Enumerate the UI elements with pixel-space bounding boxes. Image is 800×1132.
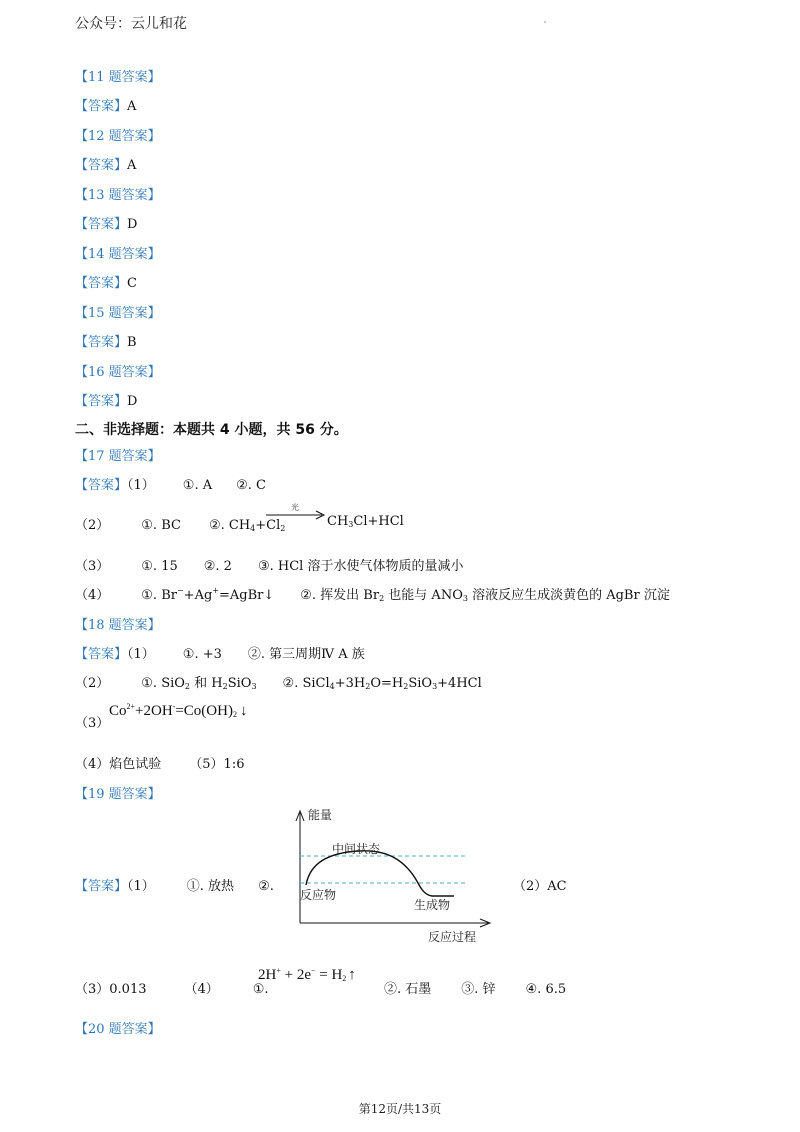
part-num: （3） <box>75 559 110 574</box>
energy-diagram <box>288 805 498 947</box>
answer-value: A <box>127 99 137 114</box>
q15-label: 【15 题答案】 <box>75 306 161 321</box>
q12-label: 【12 题答案】 <box>75 129 161 144</box>
q18-label: 【18 题答案】 <box>75 618 161 633</box>
q18-line1: 【答案】（1） ①. +3 ②. 第三周期Ⅳ A 族 <box>75 647 365 662</box>
answer-value: D <box>127 394 138 409</box>
header-text: 公众号：云儿和花 <box>75 16 187 32</box>
x-axis-label: 反应过程 <box>428 930 477 944</box>
answer-tag: 【答案】 <box>75 158 128 173</box>
answer-tag: 【答案】 <box>75 276 128 291</box>
q18-line2: （2） ①. SiO$_2$ 和 $H_2SiO_3$ ②. $SiCl_4+3H_2O=H_2SiO_3+4HCl$ <box>75 676 482 691</box>
peak-label: 中间状态 <box>332 842 381 856</box>
answer-value: B <box>127 335 137 350</box>
q13-answer <box>75 213 137 232</box>
sub-answer: ②. C <box>236 478 266 493</box>
q16-label: 【16 题答案】 <box>75 365 161 380</box>
q13-label: 【13 题答案】 <box>75 188 161 203</box>
y-axis-label: 能量 <box>308 808 333 822</box>
part-num: （2） <box>75 518 110 533</box>
q11-answer <box>75 95 136 114</box>
answer-value: A <box>127 158 137 173</box>
answer-value: C <box>127 276 137 291</box>
q19-equation: $2H^+ + 2e^- = H_2$ ↑ <box>258 966 356 983</box>
answer-tag: 【答案】 <box>75 217 128 232</box>
part-num: （1） <box>127 478 155 493</box>
q17-line4: （4） ①. Br−+Ag+=AgBr↓ ②. 挥发出 $Br_2$ 也能与 $ANO_3$ 溶液反应生成淡黄色的 AgBr 沉淀 <box>75 586 670 603</box>
answer-tag: 【答案】 <box>75 647 128 662</box>
product-label: 生成物 <box>414 898 451 912</box>
q14-answer <box>75 272 137 291</box>
answer-value: D <box>127 217 138 232</box>
arrow-label: 光 <box>291 503 299 512</box>
speck <box>544 21 546 23</box>
q19-line2: （3）0.013 （4） ①. <box>75 982 269 997</box>
sub-answer: ①. BC <box>141 518 181 533</box>
q15-answer <box>75 331 137 350</box>
q19-part2: （2）AC <box>513 879 567 894</box>
q17-line1 <box>75 474 266 493</box>
q16-answer <box>75 390 137 409</box>
answer-tag: 【答案】 <box>75 99 128 114</box>
q12-answer <box>75 154 136 173</box>
reactant-label: 反应物 <box>300 888 337 902</box>
q20-label: 【20 题答案】 <box>75 1022 161 1037</box>
q19-label: 【19 题答案】 <box>75 787 161 802</box>
q18-line4: （4）焰色试验 （5）1:6 <box>75 757 245 772</box>
q11-label: 【11 题答案】 <box>75 70 161 85</box>
q17-label: 【17 题答案】 <box>75 449 161 464</box>
formula: ②. CH <box>208 518 251 533</box>
q17-line2-product: $CH_3Cl+HCl$ <box>327 514 404 529</box>
q19-line2-rest: ②. 石墨 ③. 锌 ④. 6.5 <box>384 982 567 997</box>
answer-tag: 【答案】 <box>75 478 128 493</box>
answer-tag: 【答案】 <box>75 335 128 350</box>
reaction-arrow-icon <box>264 510 328 520</box>
q14-label: 【14 题答案】 <box>75 247 161 262</box>
q17-line2: （2） ①. BC ②. $CH_4+Cl_2$ <box>75 518 286 533</box>
sub-answer: ①. A <box>182 478 213 493</box>
part-num: （4） <box>75 588 110 603</box>
section-title: 二、非选择题：本题共 4 小题，共 56 分。 <box>75 422 348 438</box>
answer-tag: 【答案】 <box>75 879 128 894</box>
answer-tag: 【答案】 <box>75 394 128 409</box>
page-footer: 第12页/共13页 <box>358 1102 442 1116</box>
q17-line3: （3） ①. 15 ②. 2 ③. HCl 溶于水使气体物质的量减小 <box>75 559 464 574</box>
q18-line3-part: （3） <box>75 716 110 731</box>
q19-line1: 【答案】（1） ①. 放热 ②. <box>75 879 274 894</box>
q18-line3-equation: $Co^{2+}+2OH^-=Co(OH)_2$ ↓ <box>109 702 248 719</box>
